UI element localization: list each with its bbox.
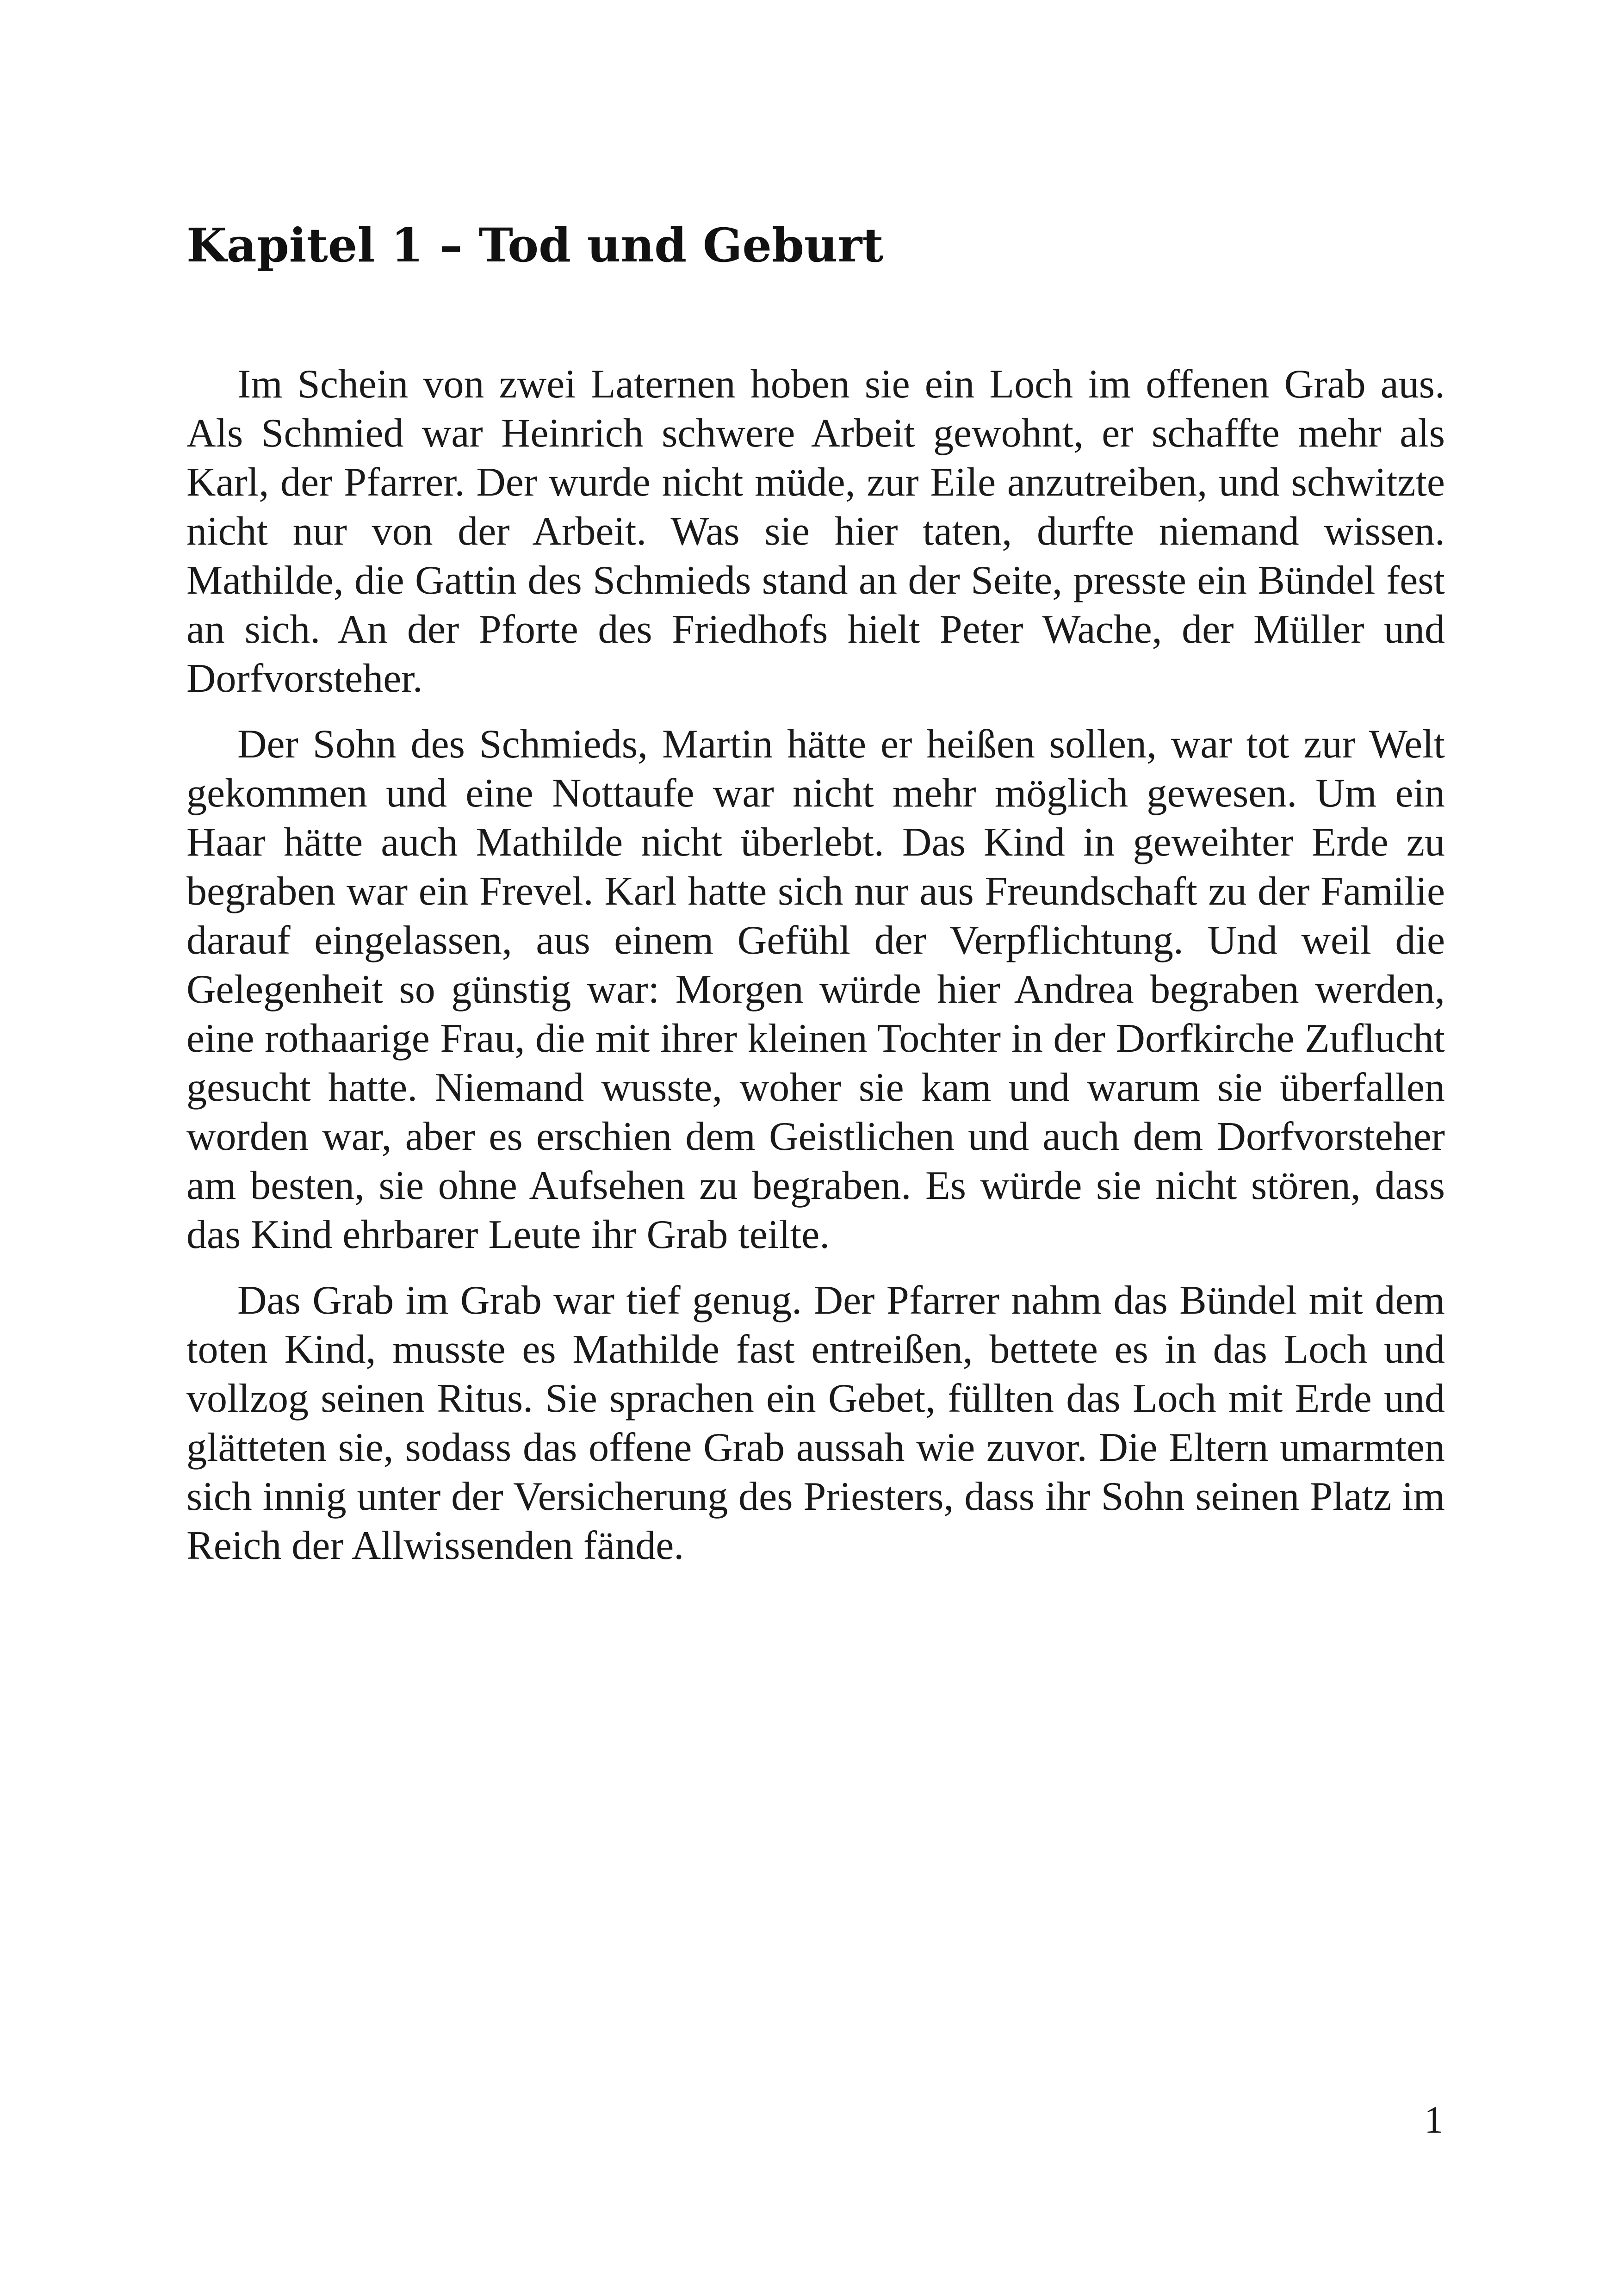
text-block xyxy=(186,217,1445,1587)
page-number: 1 xyxy=(1424,2098,1444,2141)
paragraph-1: Im Schein von zwei Laternen hoben sie ein Loch im offenen Grab aus. Als Schmied war Heinrich schwere Arbeit gewohnt, er schaffte mehr als Karl, der Pfarrer. Der wurde nicht müde, zur Eile anzutreiben, und schwitzte nicht nur von der Arbeit. Was sie hier taten, durfte niemand wissen. Mathilde, die Gattin des Schmieds stand an der Seite, presste ein Bündel fest an sich. An der Pforte des Friedhofs hielt Peter Wache, der Müller und Dorfvorsteher. xyxy=(186,362,1445,701)
chapter-title: Kapitel 1 – Tod und Geburt xyxy=(186,218,884,273)
chapter-body xyxy=(186,360,1445,1570)
paragraph-3: Das Grab im Grab war tief genug. Der Pfarrer nahm das Bündel mit dem toten Kind, musste es Mathilde fast entreißen, bettete es in das Loch und vollzog seinen Ritus. Sie sprachen ein Gebet, füllten das Loch mit Erde und glätteten sie, sodass das offene Grab aussah wie zuvor. Die Eltern umarmten sich innig unter der Versicherung des Priesters, dass ihr Sohn seinen Platz im Reich der Allwissenden fände. xyxy=(186,1278,1445,1568)
paragraph-2: Der Sohn des Schmieds, Martin hätte er heißen sollen, war tot zur Welt gekommen und eine Nottaufe war nicht mehr möglich gewesen. Um ein Haar hätte auch Mathilde nicht überlebt. Das Kind in geweihter Erde zu begraben war ein Frevel. Karl hatte sich nur aus Freundschaft zu der Familie darauf eingelassen, aus einem Gefühl der Verpflichtung. Und weil die Gelegenheit so günstig war: Morgen würde hier Andrea begraben werden, eine rothaarige Frau, die mit ihrer kleinen Tochter in der Dorfkirche Zuflucht gesucht hatte. Niemand wusste, woher sie kam und warum sie überfallen worden war, aber es erschien dem Geistlichen und auch dem Dorfvorsteher am besten, sie ohne Aufsehen zu begraben. Es würde sie nicht stören, dass das Kind ehrbarer Leute ihr Grab teilte. xyxy=(186,722,1445,1257)
